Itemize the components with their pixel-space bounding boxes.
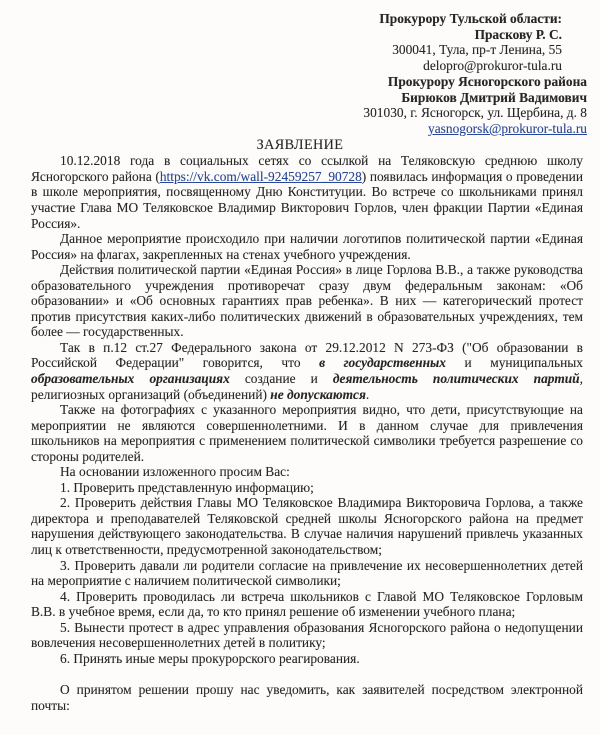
paragraph: [31, 464, 583, 480]
paragraph: [31, 153, 583, 231]
body-text-run: , религиозных организаций (объединений): [31, 370, 583, 402]
recipient-block-tula: [0, 11, 600, 74]
body-text-run: 4. Проверить проводилась ли встреча школьников с Главой МО Теляковское Горловым В.В. в учебное время, если да, то кто принял решение об изменении учебного плана;: [31, 588, 583, 620]
recipient-block-yasnogorsk: [0, 74, 600, 137]
paragraph: [31, 651, 583, 667]
paragraph: [31, 682, 583, 713]
emphasized-text: образовательных организациях: [31, 370, 230, 386]
recipient-line: Бирюков Дмитрий Вадимович: [401, 89, 587, 105]
recipient-line: delopro@prokuror-tula.ru: [423, 58, 562, 74]
paragraph: [31, 589, 583, 620]
body-text-run: и муниципальных: [446, 355, 583, 371]
body-text-run: Данное мероприятие происходило при наличии логотипов политической партии «Единая Россия» на флагах, закрепленных на стенах учебного учреждения.: [31, 231, 583, 262]
paragraph: [31, 402, 583, 464]
recipient-line: 301030, г. Ясногорск, ул. Щербина, д. 8: [363, 105, 587, 121]
body-text-run: 6. Принять иные меры прокурорского реагирования.: [60, 650, 360, 666]
body-text-run: .: [365, 386, 370, 402]
body-text-run: 3. Проверить давали ли родители согласие на привлечение их несовершеннолетних детей на мероприятие с наличием политической символики;: [31, 557, 583, 589]
recipient-line: Праскову Р. С.: [474, 26, 562, 42]
body-text-run: создание и: [229, 370, 333, 386]
body-text-run: 2. Проверить действия Главы МО Теляковское Владимира Викторовича Горлова, а также директора и преподавателей Теляковской средней школы Ясногорского района на предмет нарушения действующего законодательства. В случае наличия нарушений привлечь указанных лиц к ответственности, предусмотренной законодательством;: [31, 495, 583, 557]
body-text-run: Так в п.12 ст.27 Федерального закона от 29.12.2012 N 273-ФЗ ("Об образовании в Российской Федерации" говорится, что: [31, 339, 583, 371]
recipient-email-link[interactable]: yasnogorsk@prokuror-tula.ru: [428, 120, 587, 136]
body-text-run: 5. Вынести протест в адрес управления образования Ясногорского района о недопущении вовлечения несовершеннолетних детей в политику;: [31, 619, 583, 651]
body-text-run: На основании изложенного просим Вас:: [60, 464, 290, 480]
emphasized-text: не допускаются: [270, 386, 366, 402]
paragraph: [31, 480, 583, 496]
recipient-line: 300041, Тула, пр-т Ленина, 55: [392, 42, 562, 58]
emphasized-text: в государственных: [319, 355, 447, 371]
body-text-run: Также на фотографиях с указанного мероприятия видно, что дети, присутствующие на мероприятии не являются совершеннолетними. И в данном случае для привлечения школьников на мероприятия с применением политической символики требуется разрешение со стороны родителей.: [31, 402, 583, 464]
document-body: [31, 153, 583, 713]
paragraph: [31, 262, 583, 340]
emphasized-text: деятельность политических партий: [332, 370, 580, 386]
body-text-run: Действия политической партии «Единая Россия» в лице Горлова В.В., а также руководства образовательного учреждения противоречат сразу двум федеральным законам: «Об образовании» и «Об основных гарантиях прав ребенка». В них — категорический протест против присутствия каких-либо политических движений в образовательных учреждениях, тем более — государственных.: [31, 262, 583, 340]
paragraph: [31, 340, 583, 402]
recipient-line: Прокурору Ясногорского района: [387, 73, 587, 89]
recipient-line: [0, 121, 587, 137]
paragraph: [31, 231, 583, 262]
body-text-run: ) появилась информация о проведении в школе мероприятия, посвященному Дню Конституции. Во встрече со школьниками принял участие Глава МО Теляковское Владимир Викторович Горлов, член фракции Партии «Единая Россия».: [31, 168, 584, 231]
recipient-block: [0, 11, 600, 137]
body-text-run: 1. Проверить представленную информацию;: [60, 479, 314, 495]
vk-post-link[interactable]: https://vk.com/wall-92459257_90728: [159, 168, 362, 184]
body-text-run: О принятом решении прошу нас уведомить, как заявителей посредством электронной почты:: [31, 681, 583, 713]
document-title: ЗАЯВЛЕНИЕ: [256, 136, 344, 153]
paragraph: [31, 495, 583, 557]
recipient-line: Прокурору Тульской области:: [379, 11, 562, 26]
paragraph: [31, 620, 583, 651]
paragraph: [31, 558, 583, 589]
body-text-run: 10.12.2018 года в социальных сетях со ссылкой на Теляковскую среднюю школу Ясногорского района (: [31, 153, 583, 184]
